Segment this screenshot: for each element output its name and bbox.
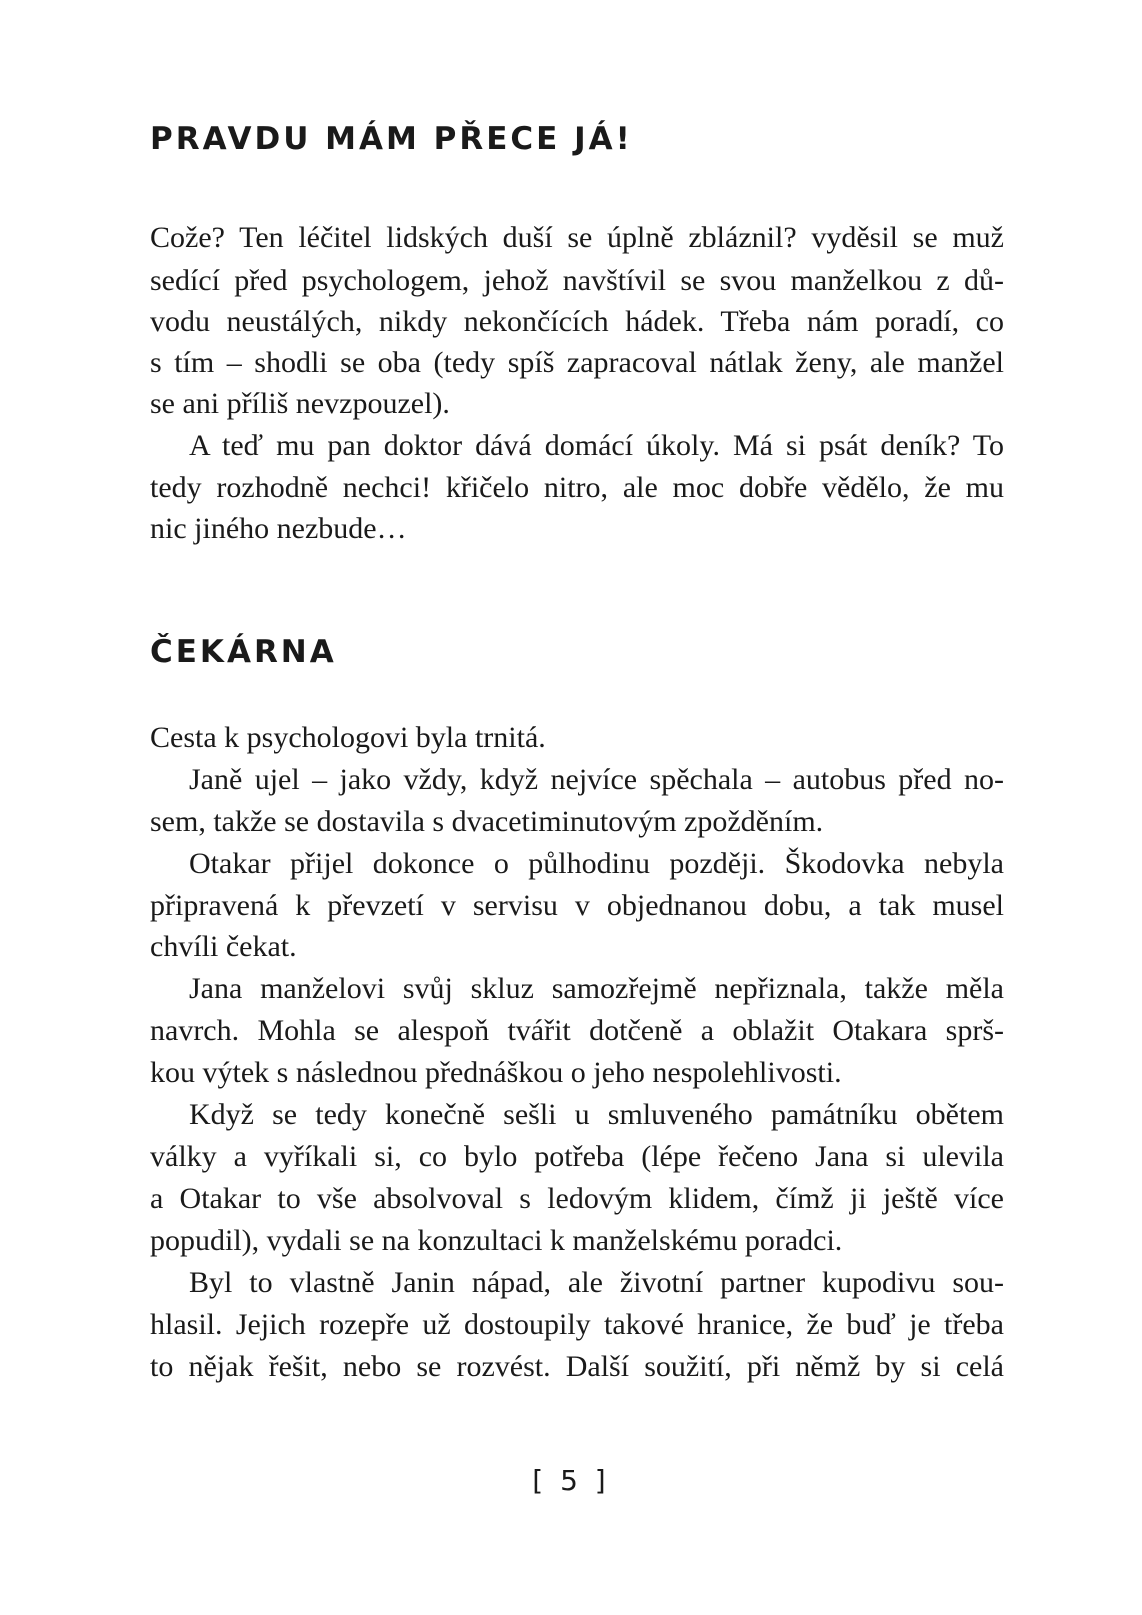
paragraph-line: Když se tedy konečně sešli u smluveného památníku obětem: [189, 1098, 1004, 1131]
paragraph-line: chvíli čekat.: [150, 930, 297, 963]
paragraph-line: nic jiného nezbude…: [150, 512, 407, 545]
paragraph-line: kou výtek s následnou přednáškou o jeho nespolehlivosti.: [150, 1056, 842, 1089]
paragraph-line: s tím – shodli se oba (tedy spíš zapracoval nátlak ženy, ale manžel: [150, 346, 1004, 379]
paragraph-line: Jana manželovi svůj skluz samozřejmě nepřiznala, takže měla: [189, 972, 1004, 1005]
paragraph-line: popudil), vydali se na konzultaci k manželskému poradci.: [150, 1224, 843, 1257]
paragraph-line: a Otakar to vše absolvoval s ledovým klidem, čímž ji ještě více: [150, 1182, 1004, 1215]
paragraph-line: Byl to vlastně Janin nápad, ale životní partner kupodivu sou-: [189, 1266, 1004, 1299]
page-number: [ 5 ]: [532, 1464, 610, 1497]
section-heading: ČEKÁRNA: [150, 634, 337, 670]
paragraph-line: tedy rozhodně nechci! křičelo nitro, ale moc dobře vědělo, že mu: [150, 471, 1004, 504]
paragraph-line: se ani příliš nevzpouzel).: [150, 387, 450, 420]
paragraph-line: sedící před psychologem, jehož navštívil se svou manželkou z dů-: [150, 264, 1004, 297]
paragraph-line: to nějak řešit, nebo se rozvést. Další soužití, při němž by si celá: [150, 1350, 1004, 1383]
section-heading: PRAVDU MÁM PŘECE JÁ!: [150, 121, 633, 157]
paragraph-line: Otakar přijel dokonce o půlhodinu později. Škodovka nebyla: [189, 847, 1004, 880]
paragraph-line: navrch. Mohla se alespoň tvářit dotčeně a oblažit Otakara sprš-: [150, 1014, 1004, 1047]
paragraph-line: Cože? Ten léčitel lidských duší se úplně zbláznil? vyděsil se muž: [150, 221, 1004, 254]
paragraph-line: Cesta k psychologovi byla trnitá.: [150, 721, 546, 754]
paragraph-line: války a vyříkali si, co bylo potřeba (lépe řečeno Jana si ulevila: [150, 1140, 1004, 1173]
paragraph-line: hlasil. Jejich rozepře už dostoupily takové hranice, že buď je třeba: [150, 1308, 1004, 1341]
paragraph-line: sem, takže se dostavila s dvacetiminutovým zpožděním.: [150, 805, 824, 838]
paragraph-line: vodu neustálých, nikdy nekončících hádek. Třeba nám poradí, co: [150, 305, 1004, 338]
paragraph-line: A teď mu pan doktor dává domácí úkoly. Má si psát deník? To: [189, 429, 1004, 462]
paragraph-line: Janě ujel – jako vždy, když nejvíce spěchala – autobus před no-: [189, 763, 1004, 796]
paragraph-line: připravená k převzetí v servisu v objednanou dobu, a tak musel: [150, 889, 1004, 922]
